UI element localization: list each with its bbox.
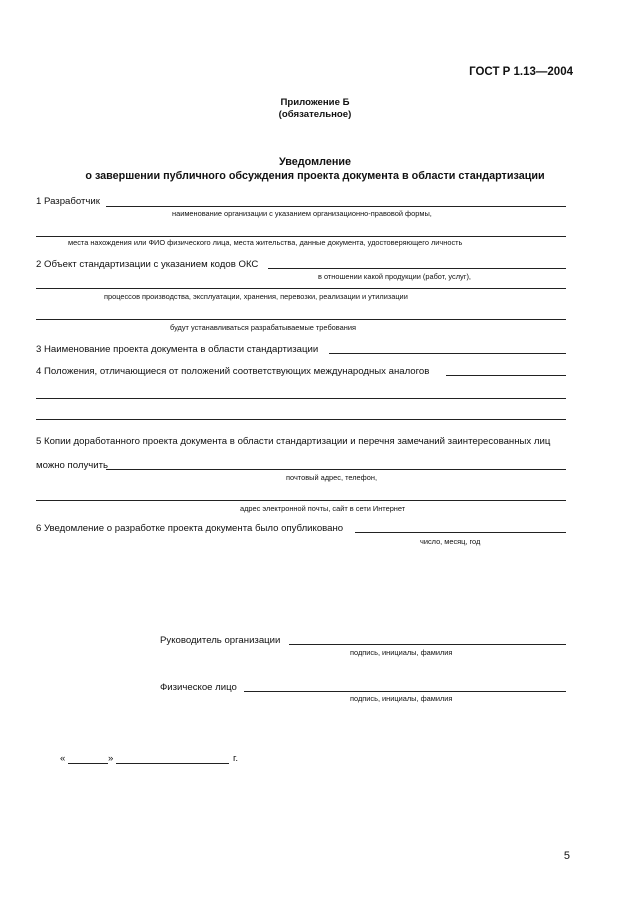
date-month-line[interactable] (116, 763, 229, 764)
form-title-line2: о завершении публичного обсуждения проекта документа в области стандартизации (85, 170, 545, 182)
object-input-line[interactable] (268, 268, 566, 269)
notice-hint: число, месяц, год (420, 537, 481, 546)
developer-input-line[interactable] (106, 206, 566, 207)
date-year-suffix: г. (233, 753, 238, 764)
head-signature-label: Руководитель организации (160, 635, 281, 646)
copies-hint-1: почтовый адрес, телефон, (286, 473, 377, 482)
head-signature-hint: подпись, инициалы, фамилия (350, 648, 453, 657)
developer-hint-2: места нахождения или ФИО физического лица, места жительства, данные документа, удостоверяющего личность (68, 238, 463, 247)
provisions-input-line[interactable] (446, 375, 566, 376)
standard-id: ГОСТ Р 1.13—2004 (469, 66, 573, 78)
object-label: 2 Объект стандартизации с указанием кодов ОКС (36, 259, 259, 270)
developer-label: 1 Разработчик (36, 196, 100, 207)
developer-input-line-2[interactable] (36, 236, 566, 237)
object-input-line-3[interactable] (36, 319, 566, 320)
head-signature-line[interactable] (289, 644, 566, 645)
copies-input-line[interactable] (106, 469, 566, 470)
copies-label-line2: можно получить (36, 460, 109, 471)
date-close-quote: » (108, 753, 114, 764)
individual-signature-label: Физическое лицо (160, 682, 237, 693)
individual-signature-line[interactable] (244, 691, 566, 692)
date-day-line[interactable] (68, 763, 108, 764)
object-hint-1: в отношении какой продукции (работ, услуг), (318, 272, 471, 281)
provisions-label: 4 Положения, отличающиеся от положений соответствующих международных аналогов (36, 366, 430, 377)
date-open-quote: « (60, 753, 66, 764)
notice-input-line[interactable] (355, 532, 566, 533)
notice-label: 6 Уведомление о разработке проекта документа было опубликовано (36, 523, 344, 534)
copies-hint-2: адрес электронной почты, сайт в сети Интернет (240, 504, 406, 513)
object-hint-3: будут устанавливаться разрабатываемые требования (170, 323, 356, 332)
page-number: 5 (563, 850, 570, 862)
object-input-line-2[interactable] (36, 288, 566, 289)
provisions-input-line-2[interactable] (36, 398, 566, 399)
project-name-input-line[interactable] (329, 353, 566, 354)
project-name-label: 3 Наименование проекта документа в области стандартизации (36, 344, 319, 355)
object-hint-2: процессов производства, эксплуатации, хранения, перевозки, реализации и утилизации (104, 292, 408, 301)
form-title-line1: Уведомление (279, 156, 351, 168)
annex-status: (обязательное) (278, 109, 352, 120)
developer-hint-1: наименование организации с указанием организационно-правовой формы, (172, 209, 432, 218)
copies-label-line1: 5 Копии доработанного проекта документа в области стандартизации и перечня замечаний заинтересованных лиц (36, 436, 551, 447)
copies-input-line-2[interactable] (36, 500, 566, 501)
provisions-input-line-3[interactable] (36, 419, 566, 420)
individual-signature-hint: подпись, инициалы, фамилия (350, 694, 453, 703)
annex-title: Приложение Б (280, 97, 350, 108)
